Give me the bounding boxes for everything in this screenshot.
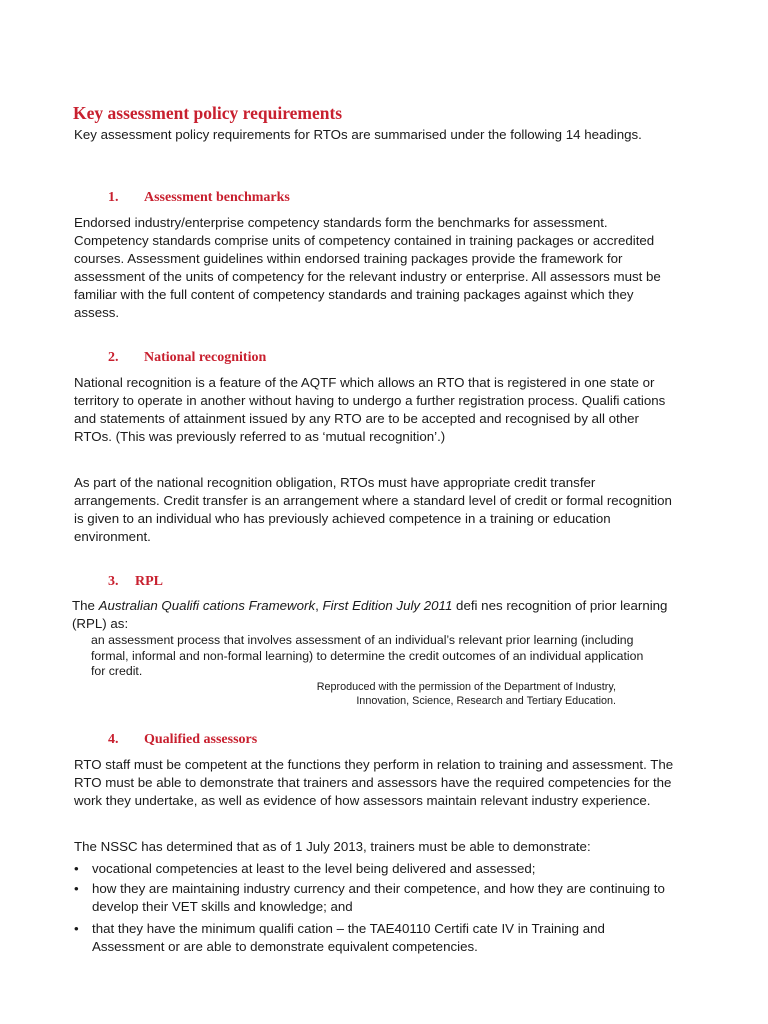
section-title: Assessment benchmarks	[144, 190, 290, 205]
trainer-requirements-list	[74, 860, 674, 956]
section-4-paragraph-2: The NSSC has determined that as of 1 July 2013, trainers must be able to demonstrate:	[74, 839, 591, 854]
section-number: 2.	[108, 350, 119, 365]
section-title: National recognition	[144, 350, 267, 365]
rpl-definition-quote: an assessment process that involves assessment of an individual’s relevant prior learning (including formal, informal and non-formal learning) to determine the credit outcomes of an individual application for credit.	[91, 633, 644, 678]
section-number: 4.	[108, 732, 119, 747]
section-4-heading	[108, 732, 257, 748]
page-title: Key assessment policy requirements	[73, 103, 343, 123]
section-4-paragraph-1: RTO staff must be competent at the functions they perform in relation to training and assessment. The RTO must be able to demonstrate that trainers and assessors have the required competencies for the work they undertake, as well as evidence of how assessors maintain relevant industry experience.	[74, 757, 674, 808]
list-item: • vocational competencies at least to the level being delivered and assessed;	[74, 860, 674, 878]
section-3-heading	[108, 574, 163, 590]
section-number: 1.	[108, 190, 119, 205]
list-item: • how they are maintaining industry currency and their competence, and how they are continuing to develop their VET skills and knowledge; and	[74, 880, 674, 916]
section-title: RPL	[135, 574, 163, 589]
section-2-paragraph-2: As part of the national recognition obligation, RTOs must have appropriate credit transfer arrangements. Credit transfer is an arrangement where a standard level of credit or formal recognition is given to an individual who has previously achieved competence in a training or education environment.	[74, 475, 672, 544]
quote-credit: Reproduced with the permission of the Department of Industry, Innovation, Science, Research and Tertiary Education.	[316, 681, 616, 707]
section-number: 3.	[108, 574, 119, 589]
lead-text: defi nes recognition of prior learning (RPL) as:	[72, 598, 668, 631]
section-3-lead	[72, 597, 672, 633]
section-2-heading	[108, 350, 266, 366]
lead-text: ,	[315, 598, 323, 613]
section-1-heading	[108, 190, 290, 206]
section-1-paragraph: Endorsed industry/enterprise competency standards form the benchmarks for assessment. Competency standards comprise units of competency contained in training packages or accredited courses. Assessment guidelines within endorsed training packages provide the framework for assessment of the units of competency for the relevant industry or enterprise. All assessors must be familiar with the full content of competency standards and training packages against which they assess.	[74, 215, 661, 320]
list-item: • that they have the minimum qualifi cation – the TAE40110 Certifi cate IV in Training and Assessment or are able to demonstrate equivalent competencies.	[74, 920, 674, 956]
lead-italic-edition: First Edition July 2011	[322, 598, 453, 613]
lead-italic-title: Australian Qualifi cations Framework	[98, 598, 316, 613]
section-title: Qualified assessors	[144, 732, 258, 747]
section-2-paragraph-1: National recognition is a feature of the AQTF which allows an RTO that is registered in one state or territory to operate in another without having to undergo a further registration process. Qualifi cations and statements of attainment issued by any RTO are to be accepted and recognised by all other RTOs. (This was previously referred to as ‘mutual recognition’.)	[74, 375, 666, 444]
intro-paragraph: Key assessment policy requirements for RTOs are summarised under the following 14 headings.	[74, 127, 642, 142]
lead-text: The	[72, 598, 99, 613]
